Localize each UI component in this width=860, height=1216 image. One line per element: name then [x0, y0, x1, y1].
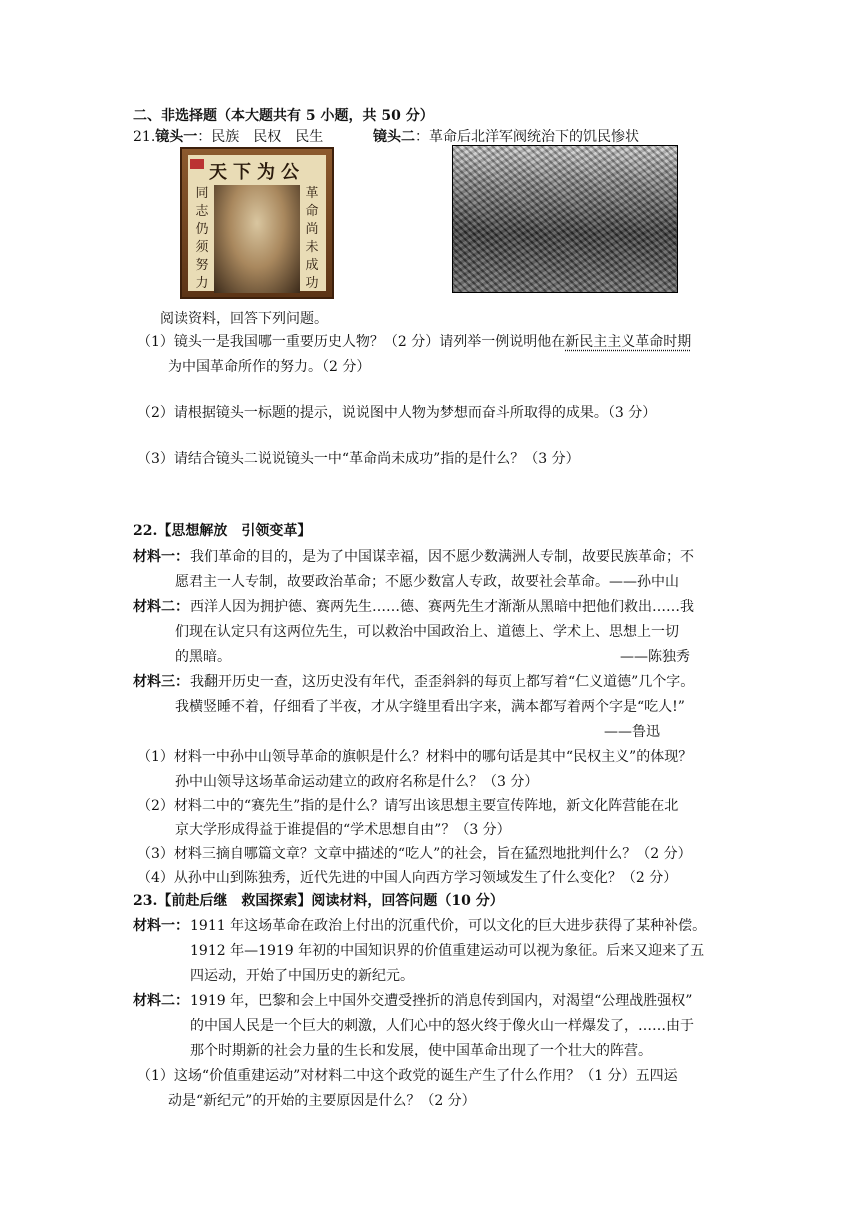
- q22-m1-line1: 我们革命的目的，是为了中国谋幸福，因不愿少数满洲人专制，故要民族革命；不: [190, 549, 694, 565]
- q23-m1-line2: 1912 年—1919 年初的中国知识界的价值重建运动可以视为象征。后来又迎来了五: [190, 943, 705, 959]
- q21-number: 21.: [133, 129, 156, 145]
- q23-title: 23.【前赴后继 救国探索】阅读材料，回答问题（10 分）: [133, 893, 504, 909]
- q21-q1-emphasis: 新民主主义革命时期: [565, 334, 692, 350]
- q22-m2-line3: 的黑暗。: [175, 649, 231, 665]
- q22-q1-line2: 孙中山领导这场革命运动建立的政府名称是什么？（3 分）: [175, 774, 539, 790]
- image1-top-inscription: 天下为公: [209, 162, 305, 183]
- q22-m3-label: 材料三：: [133, 674, 189, 690]
- sun-yatsen-portrait-image: [180, 147, 334, 299]
- q22-m2-line2: 们现在认定只有这两位先生，可以救治中国政治上、道德上、学术上、思想上一切: [175, 624, 679, 640]
- q21-lens2-label: 镜头二: [373, 129, 415, 145]
- q21-lens2-text: ：革命后北洋军阀统治下的饥民惨状: [415, 129, 639, 145]
- q21-q3: （3）请结合镜头二说说镜头一中“革命尚未成功”指的是什么？（3 分）: [137, 451, 580, 467]
- q22-q2-line2: 京大学形成得益于谁提倡的“学术思想自由”？（3 分）: [175, 822, 511, 838]
- q22-m3-line2: 我横竖睡不着，仔细看了半夜，才从字缝里看出字来，满本都写着两个字是“吃人!”: [175, 699, 685, 715]
- q22-m3-line1: 我翻开历史一查，这历史没有年代，歪歪斜斜的每页上都写着“仁义道德”几个字。: [190, 674, 695, 690]
- section-title: 二、非选择题（本大题共有 5 小题，共 50 分）: [133, 108, 434, 124]
- famine-crowd-photo: [452, 145, 678, 293]
- q23-q1-line2: 动是“新纪元”的开始的主要原因是什么？（2 分）: [168, 1093, 476, 1109]
- q23-m2-line1: 1919 年，巴黎和会上中国外交遭受挫折的消息传到国内，对渴望“公理战胜强权”: [190, 993, 693, 1009]
- image1-right-inscription: 革 命 尚 未 成 功: [305, 186, 319, 291]
- q23-q1-line1: （1）这场“价值重建运动”对材料二中这个政党的诞生产生了什么作用？（1 分）五四运: [137, 1068, 678, 1084]
- q21-q1-line1: [137, 333, 691, 351]
- q21-q1-text: （1）镜头一是我国哪一重要历史人物？（2 分）请列举一例说明他在: [137, 334, 566, 350]
- q22-q4: （4）从孙中山到陈独秀，近代先进的中国人向西方学习领域发生了什么变化？（2 分）: [137, 870, 678, 886]
- q22-m2-source: ——陈独秀: [620, 649, 690, 665]
- q21-lens1-text: ：民族 民权 民生: [197, 129, 324, 145]
- q23-m1-line3: 四运动，开始了中国历史的新纪元。: [190, 968, 414, 984]
- q22-m3-source: ——鲁迅: [604, 724, 660, 740]
- q23-m1-label: 材料一：: [133, 918, 189, 934]
- q22-q1-line1: （1）材料一中孙中山领导革命的旗帜是什么？材料中的哪句话是其中“民权主义”的体现？: [137, 749, 693, 765]
- q23-m2-line2: 的中国人民是一个巨大的刺激，人们心中的怒火终于像火山一样爆发了，……由于: [190, 1018, 694, 1034]
- q23-m1-line1: 1911 年这场革命在政治上付出的沉重代价，可以文化的巨大进步获得了某种补偿。: [190, 918, 707, 934]
- q21-header: [133, 128, 323, 146]
- q22-m1-label: 材料一：: [133, 549, 189, 565]
- q21-q1-line2: 为中国革命所作的努力。（2 分）: [168, 359, 371, 375]
- q22-m1-line2: 愿君主一人专制，故要政治革命；不愿少数富人专政，故要社会革命。——孙中山: [175, 574, 679, 590]
- portrait-photo: [214, 185, 300, 293]
- image1-left-inscription: 同 志 仍 须 努 力: [195, 186, 209, 291]
- q21-lens1-label: 镜头一: [155, 129, 198, 145]
- q21-instruction: 阅读资料，回答下列问题。: [160, 311, 328, 327]
- q21-q2: （2）请根据镜头一标题的提示，说说图中人物为梦想而奋斗所取得的成果。（3 分）: [137, 405, 657, 421]
- q21-lens2: [373, 128, 639, 146]
- q22-title: 22.【思想解放 引领变革】: [133, 523, 312, 539]
- q23-m2-line3: 那个时期新的社会力量的生长和发展，使中国革命出现了一个壮大的阵营。: [190, 1043, 652, 1059]
- q22-m2-label: 材料二：: [133, 599, 189, 615]
- q22-q3: （3）材料三摘自哪篇文章？文章中描述的“吃人”的社会，旨在猛烈地批判什么？（2 分）: [137, 846, 692, 862]
- q22-m2-line1: 西洋人因为拥护德、赛两先生……德、赛两先生才渐渐从黑暗中把他们救出……我: [190, 599, 694, 615]
- q23-m2-label: 材料二：: [133, 993, 189, 1009]
- q22-q2-line1: （2）材料二中的“赛先生”指的是什么？请写出该思想主要宣传阵地，新文化阵营能在北: [137, 798, 679, 814]
